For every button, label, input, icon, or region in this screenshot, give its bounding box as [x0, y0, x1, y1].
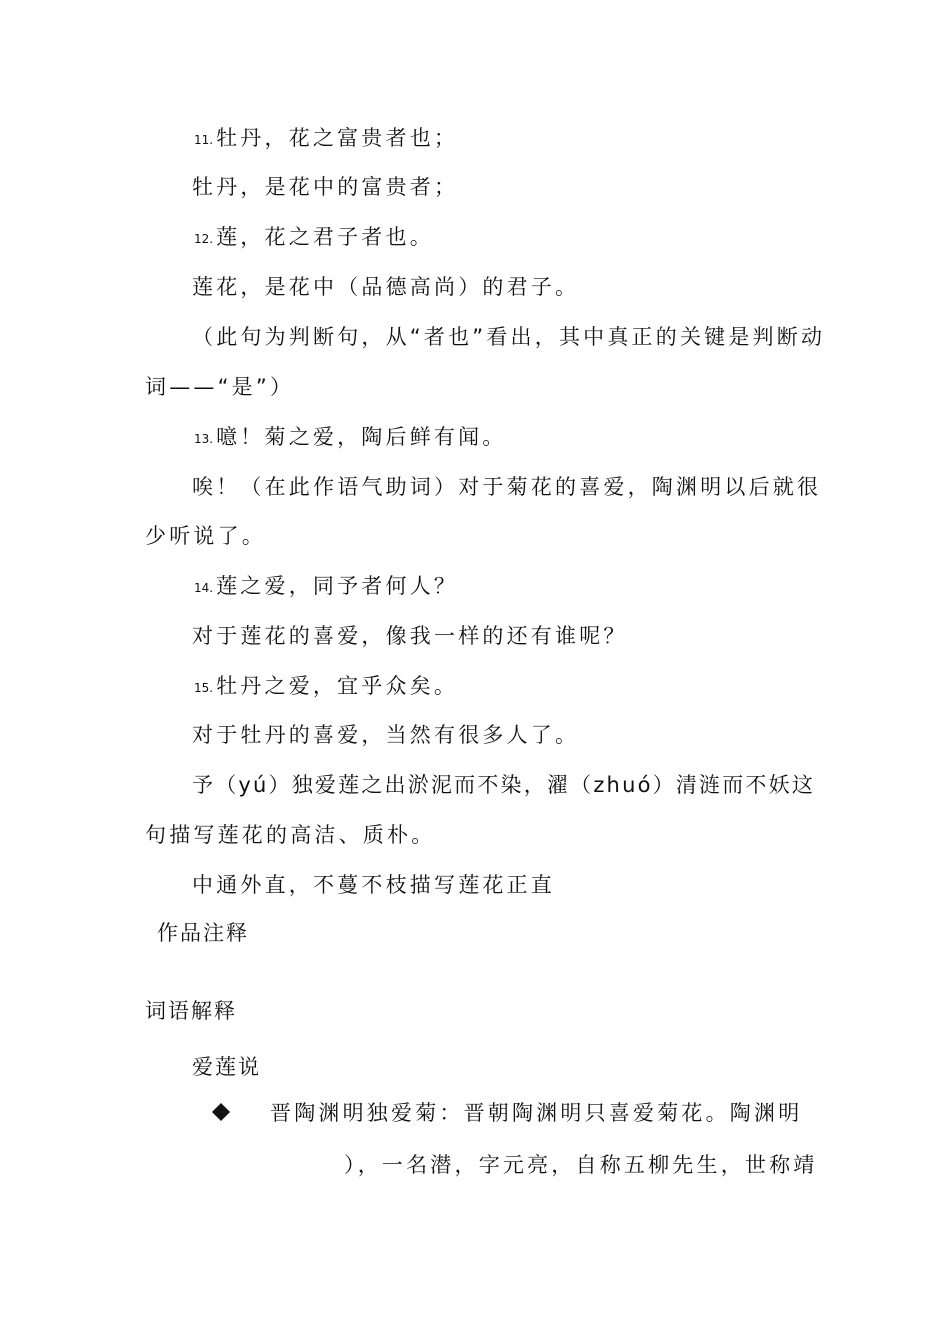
item-13: [194, 424, 507, 452]
line-text: 句描写莲花的高洁、质朴。: [145, 823, 436, 847]
item-15: [194, 673, 458, 701]
bullet-text: [270, 1100, 802, 1126]
line-text: 少听说了。: [145, 524, 266, 548]
item-number: 11.: [194, 133, 214, 147]
note-line-continued: [145, 374, 294, 400]
line-text: 莲花，是花中（品德高尚）的君子。: [192, 275, 580, 299]
bullet-continuation-content: ），一名潜，字元亮，自称五柳先生，世称靖: [344, 1153, 818, 1177]
analysis-line: [192, 772, 815, 798]
line-text: 词——“是”）: [145, 375, 295, 399]
line-text: 唉！（在此作语气助词）对于菊花的喜爱，陶渊明以后就很: [192, 475, 822, 499]
line-text: 中通外直，不蔓不枝描写莲花正直: [192, 873, 555, 897]
item-number: 14.: [194, 581, 214, 595]
translation-line: [192, 474, 821, 500]
diamond-bullet-icon: [212, 1103, 230, 1121]
translation-line: [192, 623, 628, 649]
item-number: 13.: [194, 432, 214, 446]
item-text: 牡丹，花之富贵者也；: [216, 126, 459, 150]
line-text: 牡丹，是花中的富贵者；: [192, 175, 459, 199]
line-text: 对于牡丹的喜爱，当然有很多人了。: [192, 723, 580, 747]
line-text: 对于莲花的喜爱，像我一样的还有谁呢？: [192, 624, 628, 648]
translation-line: [192, 274, 579, 300]
note-line: [192, 324, 825, 350]
bullet-text-continued: [344, 1152, 818, 1178]
analysis-line-continued: [145, 822, 435, 848]
item-text: 莲，花之君子者也。: [216, 225, 434, 249]
line-text: 予（yú）独爱莲之出淤泥而不染，濯（zhuó）清涟而不妖这: [192, 773, 816, 797]
article-title: [192, 1054, 261, 1080]
item-number: 12.: [194, 232, 214, 246]
item-text: 噫！菊之爱，陶后鲜有闻。: [216, 425, 507, 449]
translation-line: [192, 722, 579, 748]
bullet-text-content: 晋陶渊明独爱菊：晋朝陶渊明只喜爱菊花。陶渊明: [270, 1101, 803, 1125]
analysis-line: [192, 872, 555, 898]
section-title: [157, 920, 249, 946]
item-11: [194, 125, 458, 153]
article-title-text: 爱莲说: [192, 1055, 261, 1079]
item-text: 牡丹之爱，宜乎众矣。: [216, 674, 459, 698]
item-number: 15.: [194, 681, 214, 695]
section-title-text: 作品注释: [157, 921, 249, 945]
item-12: [194, 224, 434, 252]
item-text: 莲之爱，同予者何人？: [216, 574, 459, 598]
line-text: （此句为判断句，从“者也”看出，其中真正的关键是判断动: [192, 325, 826, 349]
subsection-title-text: 词语解释: [145, 999, 237, 1023]
subsection-title: [145, 998, 237, 1024]
translation-line: [192, 174, 458, 200]
item-14: [194, 573, 458, 601]
translation-line-continued: [145, 523, 266, 549]
